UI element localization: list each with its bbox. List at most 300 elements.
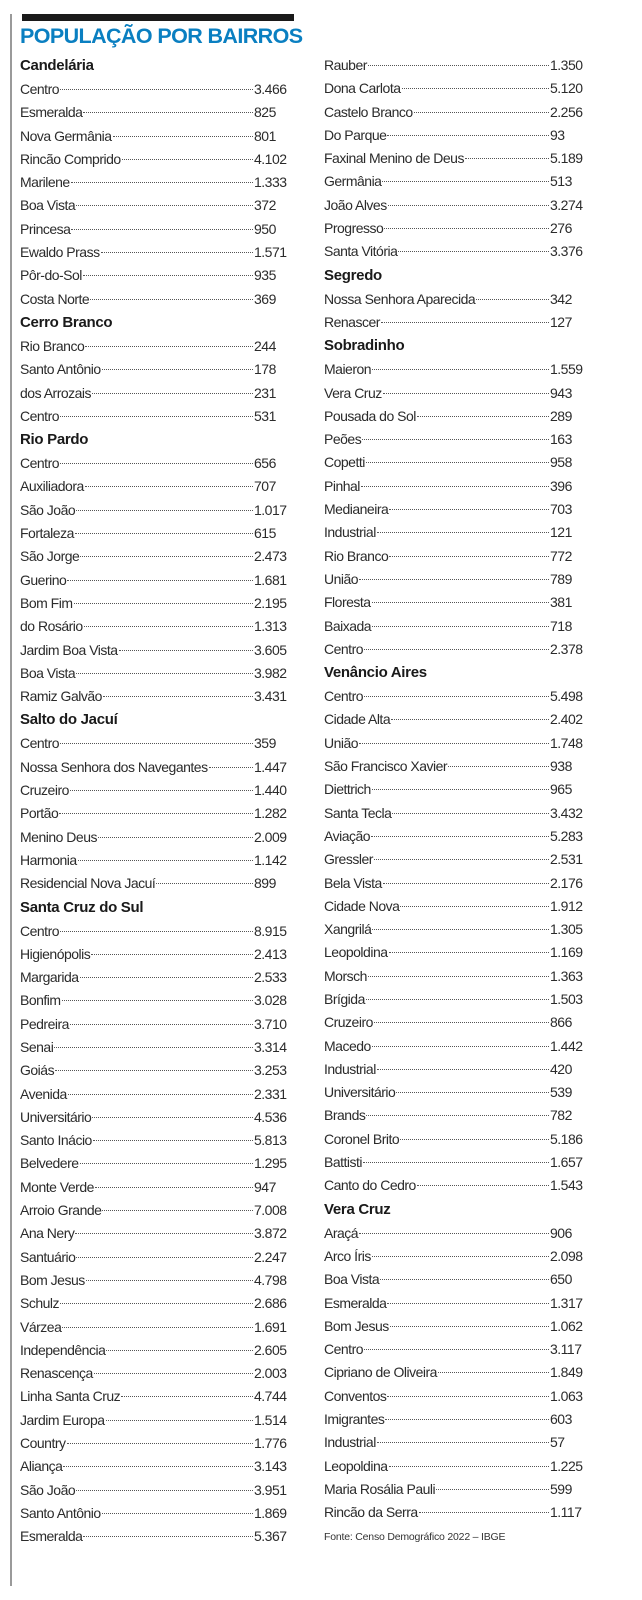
dot-leader <box>60 1303 253 1304</box>
neighborhood-row <box>20 1479 292 1502</box>
neighborhood-row <box>20 288 292 311</box>
neighborhood-row <box>324 755 588 778</box>
neighborhood-row <box>324 475 588 498</box>
neighborhood-row <box>20 148 292 171</box>
population-value: 938 <box>550 758 572 775</box>
neighborhood-name: Country <box>20 1435 66 1452</box>
neighborhood-row <box>324 941 588 964</box>
neighborhood-row <box>324 1174 588 1197</box>
neighborhood-name: Brands <box>324 1107 366 1124</box>
neighborhood-name: Leopoldina <box>324 944 388 961</box>
city-section-venancio-aires <box>324 661 588 1198</box>
city-section-vera-cruz <box>324 1198 588 1525</box>
neighborhood-row <box>324 147 588 170</box>
neighborhood-row <box>20 405 292 428</box>
population-value: 1.559 <box>550 361 583 378</box>
neighborhood-row <box>20 685 292 708</box>
dot-leader <box>387 1396 549 1397</box>
population-value: 1.363 <box>550 967 583 984</box>
neighborhood-row <box>324 1128 588 1151</box>
population-value: 8.915 <box>254 922 287 939</box>
population-value: 965 <box>550 781 572 798</box>
dot-leader <box>119 650 253 651</box>
neighborhood-row <box>324 428 588 451</box>
neighborhood-row <box>324 1431 588 1454</box>
population-value: 5.498 <box>550 688 583 705</box>
neighborhood-name: Rio Branco <box>324 547 389 564</box>
dot-leader <box>364 696 549 697</box>
population-value: 2.176 <box>550 874 583 891</box>
population-value: 1.849 <box>550 1364 583 1381</box>
population-value: 231 <box>254 384 276 401</box>
neighborhood-name: Bonfim <box>20 992 61 1009</box>
dot-leader <box>54 1047 253 1048</box>
neighborhood-name: Cruzeiro <box>324 1014 373 1031</box>
neighborhood-row <box>324 217 588 240</box>
neighborhood-name: Esmeralda <box>324 1294 387 1311</box>
population-value: 3.710 <box>254 1015 287 1032</box>
dot-leader <box>396 1092 549 1093</box>
neighborhood-name: Coronel Brito <box>324 1130 400 1147</box>
neighborhood-name: Princesa <box>20 220 71 237</box>
neighborhood-row <box>20 1083 292 1106</box>
population-value: 3.028 <box>254 992 287 1009</box>
dot-leader <box>95 1187 253 1188</box>
neighborhood-name: Guerino <box>20 571 67 588</box>
dot-leader <box>389 1466 549 1467</box>
population-value: 2.247 <box>254 1248 287 1265</box>
dot-leader <box>102 1210 253 1211</box>
neighborhood-row <box>20 1199 292 1222</box>
neighborhood-name: Arco Íris <box>324 1247 371 1264</box>
dot-leader <box>106 1350 253 1351</box>
neighborhood-row <box>20 1013 292 1036</box>
dot-leader <box>359 743 549 744</box>
population-value: 5.186 <box>550 1130 583 1147</box>
neighborhood-row <box>20 732 292 755</box>
dot-leader <box>83 1536 253 1537</box>
neighborhood-name: Menino Deus <box>20 828 97 845</box>
neighborhood-row <box>20 1129 292 1152</box>
population-value: 789 <box>550 570 572 587</box>
dot-leader <box>419 1512 549 1513</box>
neighborhood-name: Macedo <box>324 1037 371 1054</box>
neighborhood-row <box>324 568 588 591</box>
neighborhood-row <box>20 1176 292 1199</box>
neighborhood-row <box>324 1385 588 1408</box>
dot-leader <box>80 556 253 557</box>
neighborhood-name: São Jorge <box>20 548 80 565</box>
dot-leader <box>389 509 549 510</box>
population-value: 950 <box>254 220 276 237</box>
neighborhood-name: Ewaldo Prass <box>20 244 100 261</box>
neighborhood-name: Pedreira <box>20 1015 69 1032</box>
dot-leader <box>398 251 549 252</box>
population-value: 2.098 <box>550 1247 583 1264</box>
dot-leader <box>388 205 549 206</box>
population-value: 1.295 <box>254 1155 287 1172</box>
population-value: 381 <box>550 594 572 611</box>
neighborhood-name: Boa Vista <box>20 664 76 681</box>
neighborhood-name: Dona Carlota <box>324 80 401 97</box>
population-value: 2.533 <box>254 969 287 986</box>
population-value: 2.531 <box>550 851 583 868</box>
neighborhood-name: Independência <box>20 1341 106 1358</box>
neighborhood-name: Fortaleza <box>20 525 74 542</box>
neighborhood-name: dos Arrozais <box>20 384 92 401</box>
neighborhood-name: Araçá <box>324 1224 359 1241</box>
population-value: 801 <box>254 127 276 144</box>
neighborhood-row <box>324 638 588 661</box>
dot-leader <box>414 112 549 113</box>
neighborhood-row <box>324 918 588 941</box>
dot-leader <box>92 393 253 394</box>
neighborhood-row <box>20 1409 292 1432</box>
neighborhood-name: Centro <box>20 407 60 424</box>
neighborhood-name: Centro <box>20 81 60 97</box>
population-value: 782 <box>550 1107 572 1124</box>
dot-leader <box>390 1326 549 1327</box>
dot-leader <box>55 1070 253 1071</box>
neighborhood-row <box>324 451 588 474</box>
dot-leader <box>372 789 549 790</box>
population-value: 1.503 <box>550 990 583 1007</box>
dot-leader <box>377 1442 549 1443</box>
neighborhood-name: Universitário <box>20 1108 92 1125</box>
dot-leader <box>92 1117 253 1118</box>
population-value: 866 <box>550 1014 572 1031</box>
neighborhood-row <box>20 1222 292 1245</box>
population-value: 615 <box>254 525 276 542</box>
neighborhood-row <box>20 1036 292 1059</box>
population-value: 1.440 <box>254 782 287 799</box>
neighborhood-row <box>20 779 292 802</box>
dot-leader <box>83 275 253 276</box>
city-section-sobradinho <box>324 334 588 661</box>
dot-leader <box>67 1443 253 1444</box>
population-value: 656 <box>254 455 276 472</box>
neighborhood-row <box>20 1385 292 1408</box>
neighborhood-name: Copetti <box>324 454 365 471</box>
dot-leader <box>389 556 549 557</box>
city-section-rio-pardo <box>20 428 292 708</box>
dot-leader <box>366 999 549 1000</box>
dot-leader <box>91 954 253 955</box>
neighborhood-name: Vera Cruz <box>324 384 382 401</box>
neighborhood-row <box>20 802 292 825</box>
population-value: 1.333 <box>254 174 287 191</box>
population-value: 603 <box>550 1411 572 1428</box>
neighborhood-name: Senai <box>20 1038 54 1055</box>
neighborhood-name: Auxiliadora <box>20 478 84 495</box>
population-value: 4.798 <box>254 1271 287 1288</box>
neighborhood-row <box>324 872 588 895</box>
population-value: 3.117 <box>550 1341 582 1358</box>
population-value: 1.225 <box>550 1457 583 1474</box>
population-value: 5.120 <box>550 80 583 97</box>
population-value: 1.657 <box>550 1154 583 1171</box>
neighborhood-name: do Rosário <box>20 618 83 635</box>
dot-leader <box>372 602 549 603</box>
neighborhood-row <box>20 101 292 124</box>
neighborhood-row <box>20 264 292 287</box>
city-section-segredo <box>324 264 588 335</box>
dot-leader <box>76 1490 253 1491</box>
population-value: 2.195 <box>254 594 287 611</box>
neighborhood-row <box>20 499 292 522</box>
neighborhood-name: Harmonia <box>20 851 77 868</box>
neighborhood-name: São João <box>20 1481 76 1498</box>
population-value: 899 <box>254 875 276 892</box>
population-value: 3.376 <box>550 243 583 260</box>
dot-leader <box>476 299 549 300</box>
neighborhood-name: João Alves <box>324 196 387 213</box>
dot-leader <box>448 766 549 767</box>
city-heading: Santa Cruz do Sul <box>20 898 144 916</box>
neighborhood-name: Cidade Nova <box>324 897 400 914</box>
neighborhood-name: Várzea <box>20 1318 62 1335</box>
population-value: 599 <box>550 1480 572 1497</box>
dot-leader <box>60 89 253 90</box>
neighborhood-name: Brígida <box>324 990 365 1007</box>
dot-leader <box>83 112 253 113</box>
population-value: 1.282 <box>254 805 287 822</box>
dot-leader <box>392 813 549 814</box>
dot-leader <box>372 626 549 627</box>
population-value: 1.543 <box>550 1177 583 1194</box>
neighborhood-row <box>324 1478 588 1501</box>
neighborhood-name: Centro <box>324 1341 364 1358</box>
dot-leader <box>94 1373 253 1374</box>
neighborhood-name: Universitário <box>324 1084 396 1101</box>
population-value: 2.473 <box>254 548 287 565</box>
neighborhood-name: Marilene <box>20 174 70 191</box>
neighborhood-name: Bom Fim <box>20 594 73 611</box>
population-value: 1.313 <box>254 618 287 635</box>
dot-leader <box>76 1257 253 1258</box>
population-value: 539 <box>550 1084 572 1101</box>
neighborhood-row <box>324 311 588 334</box>
population-value: 2.009 <box>254 828 287 845</box>
neighborhood-name: Santo Inácio <box>20 1132 92 1149</box>
neighborhood-row <box>20 1106 292 1129</box>
neighborhood-name: Medianeira <box>324 501 389 518</box>
dot-leader <box>86 1280 253 1281</box>
city-heading: Salto do Jacuí <box>20 711 118 729</box>
neighborhood-row <box>324 1222 588 1245</box>
neighborhood-row <box>324 194 588 217</box>
dot-leader <box>102 1513 253 1514</box>
neighborhood-name: Faxinal Menino de Deus <box>324 150 464 167</box>
population-value: 359 <box>254 735 276 752</box>
neighborhood-row <box>324 358 588 381</box>
left-vertical-rule <box>10 14 12 1586</box>
neighborhood-row <box>324 778 588 801</box>
population-value: 1.350 <box>550 57 583 73</box>
neighborhood-row <box>20 452 292 475</box>
population-value: 3.274 <box>550 196 583 213</box>
neighborhood-name: Pôr-do-Sol <box>20 267 82 284</box>
neighborhood-name: Industrial <box>324 1434 376 1451</box>
dot-leader <box>381 322 549 323</box>
city-section-santa-cruz-do-sul <box>20 896 292 1549</box>
dot-leader <box>80 977 253 978</box>
population-value: 3.605 <box>254 641 287 658</box>
dot-leader <box>106 1420 253 1421</box>
neighborhood-row <box>20 1525 292 1548</box>
neighborhood-row <box>324 802 588 825</box>
neighborhood-row <box>324 732 588 755</box>
neighborhood-name: Linha Santa Cruz <box>20 1388 121 1405</box>
neighborhood-row <box>324 288 588 311</box>
population-value: 1.062 <box>550 1317 583 1334</box>
neighborhood-name: Bela Vista <box>324 874 382 891</box>
dot-leader <box>400 1139 549 1140</box>
neighborhood-name: Arroio Grande <box>20 1202 102 1219</box>
dot-leader <box>364 649 549 650</box>
neighborhood-row <box>20 1455 292 1478</box>
neighborhood-row <box>324 498 588 521</box>
dot-leader <box>380 1279 549 1280</box>
dot-leader <box>377 1069 549 1070</box>
population-value: 396 <box>550 477 572 494</box>
neighborhood-row <box>20 171 292 194</box>
neighborhood-row <box>20 592 292 615</box>
dot-leader <box>383 393 549 394</box>
neighborhood-name: Floresta <box>324 594 371 611</box>
neighborhood-name: Centro <box>20 735 60 752</box>
neighborhood-row <box>20 241 292 264</box>
neighborhood-name: Santo Antônio <box>20 1504 101 1521</box>
source-note: Fonte: Censo Demográfico 2022 – IBGE <box>324 1530 506 1543</box>
population-value: 3.466 <box>254 81 287 97</box>
population-value: 1.442 <box>550 1037 583 1054</box>
population-value: 906 <box>550 1224 572 1241</box>
neighborhood-row <box>20 849 292 872</box>
population-value: 1.681 <box>254 571 287 588</box>
dot-leader <box>101 252 253 253</box>
neighborhood-row <box>324 1058 588 1081</box>
neighborhood-row <box>324 1104 588 1127</box>
neighborhood-name: Industrial <box>324 1060 376 1077</box>
dot-leader <box>371 836 549 837</box>
neighborhood-row <box>20 1292 292 1315</box>
population-value: 825 <box>254 104 276 121</box>
population-value: 718 <box>550 617 572 634</box>
neighborhood-row <box>324 124 588 147</box>
population-value: 1.142 <box>254 851 287 868</box>
neighborhood-name: Portão <box>20 805 59 822</box>
neighborhood-row <box>20 639 292 662</box>
dot-leader <box>156 883 253 884</box>
neighborhood-name: Centro <box>20 455 60 472</box>
neighborhood-name: Centro <box>20 922 60 939</box>
neighborhood-row <box>324 382 588 405</box>
dot-leader <box>85 486 253 487</box>
dot-leader <box>359 1233 549 1234</box>
population-value: 2.686 <box>254 1295 287 1312</box>
neighborhood-name: Aviação <box>324 827 371 844</box>
neighborhood-row <box>324 1338 588 1361</box>
neighborhood-name: Centro <box>324 640 364 657</box>
population-value: 935 <box>254 267 276 284</box>
neighborhood-name: Nossa Senhora Aparecida <box>324 290 476 307</box>
dot-leader <box>377 532 549 533</box>
dot-leader <box>372 1256 549 1257</box>
neighborhood-row <box>324 1501 588 1524</box>
dot-leader <box>374 1022 549 1023</box>
neighborhood-name: Renascer <box>324 313 380 330</box>
dot-leader <box>68 1094 253 1095</box>
neighborhood-row <box>20 545 292 568</box>
dot-leader <box>366 1115 549 1116</box>
neighborhood-name: Esmeralda <box>20 104 83 121</box>
neighborhood-name: Rauber <box>324 57 367 73</box>
neighborhood-name: Bom Jesus <box>324 1317 389 1334</box>
neighborhood-row <box>324 1151 588 1174</box>
population-value: 1.063 <box>550 1387 583 1404</box>
neighborhood-row <box>324 405 588 428</box>
population-value: 1.317 <box>550 1294 583 1311</box>
neighborhood-name: Peões <box>324 431 362 448</box>
neighborhood-name: Belvedere <box>20 1155 79 1172</box>
dot-leader <box>98 837 253 838</box>
neighborhood-row <box>20 194 292 217</box>
neighborhood-name: Centro <box>324 688 364 705</box>
neighborhood-name: Conventos <box>324 1387 387 1404</box>
dot-leader <box>387 1303 549 1304</box>
neighborhood-name: Rincão da Serra <box>324 1504 418 1521</box>
neighborhood-name: Aliança <box>20 1458 63 1475</box>
dot-leader <box>209 767 253 768</box>
neighborhood-row <box>20 662 292 685</box>
population-value: 3.431 <box>254 688 287 705</box>
neighborhood-name: Esmeralda <box>20 1528 83 1545</box>
population-value: 5.283 <box>550 827 583 844</box>
neighborhood-name: Ramiz Galvão <box>20 688 102 705</box>
neighborhood-row <box>324 54 588 77</box>
population-value: 372 <box>254 197 276 214</box>
dot-leader <box>122 159 253 160</box>
city-heading: Cerro Branco <box>20 313 113 331</box>
dot-leader <box>368 65 549 66</box>
population-value: 5.813 <box>254 1132 287 1149</box>
dot-leader <box>62 1000 253 1001</box>
city-heading: Vera Cruz <box>324 1200 391 1218</box>
population-value: 2.413 <box>254 945 287 962</box>
neighborhood-row <box>324 848 588 871</box>
neighborhood-name: Pousada do Sol <box>324 407 416 424</box>
dot-leader <box>372 929 549 930</box>
neighborhood-name: Maria Rosália Pauli <box>324 1480 436 1497</box>
neighborhood-row <box>20 826 292 849</box>
neighborhood-name: Jardim Boa Vista <box>20 641 118 658</box>
neighborhood-row <box>324 685 588 708</box>
population-value: 2.003 <box>254 1365 287 1382</box>
neighborhood-row <box>324 708 588 731</box>
dot-leader <box>60 463 253 464</box>
population-value: 1.776 <box>254 1435 287 1452</box>
neighborhood-row <box>324 240 588 263</box>
neighborhood-row <box>324 591 588 614</box>
population-value: 4.744 <box>254 1388 287 1405</box>
population-value: 772 <box>550 547 572 564</box>
neighborhood-name: Do Parque <box>324 126 387 143</box>
dot-leader <box>85 346 253 347</box>
dot-leader <box>70 1024 253 1025</box>
dot-leader <box>436 1489 549 1490</box>
population-value: 958 <box>550 454 572 471</box>
